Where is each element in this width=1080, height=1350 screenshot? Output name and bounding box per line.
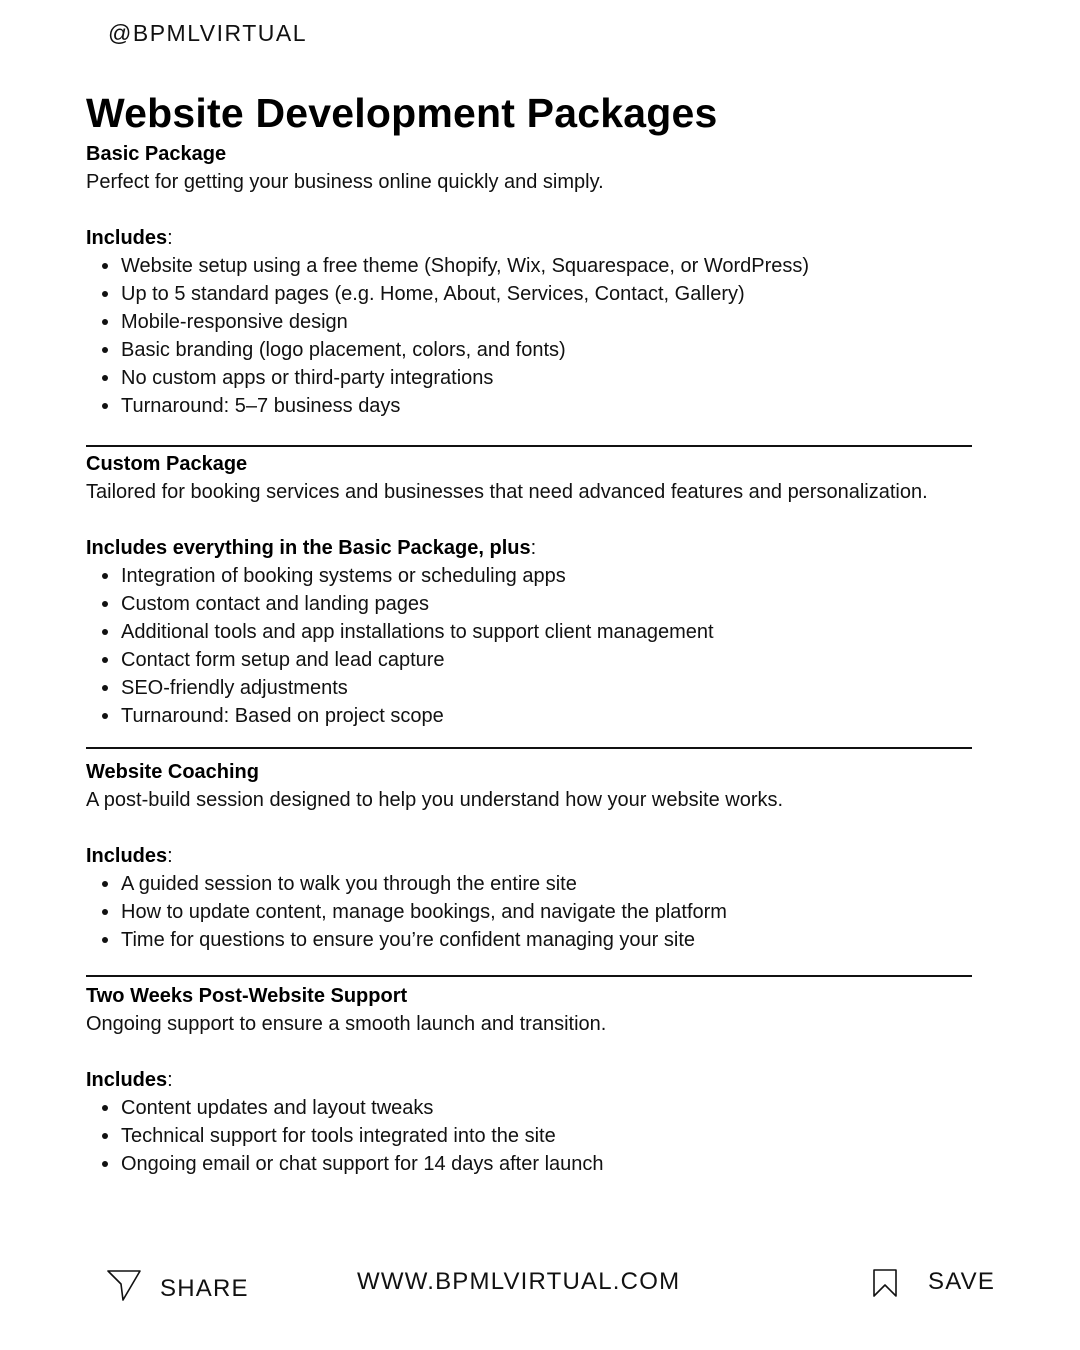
list-item: Time for questions to ensure you’re confident managing your site — [121, 926, 1026, 954]
list-item: Integration of booking systems or scheduling apps — [121, 562, 1026, 590]
includes-label-text: Includes — [86, 227, 168, 249]
includes-label-text: Includes — [86, 1069, 168, 1091]
includes-label: Includes: — [86, 845, 173, 867]
section-description: Tailored for booking services and businesses that need advanced features and personalization. — [86, 481, 928, 503]
package-section-custom — [86, 450, 1026, 730]
package-section-coaching — [86, 758, 1026, 954]
feature-list — [86, 562, 1026, 730]
section-divider — [86, 747, 972, 749]
feature-list — [86, 1094, 1026, 1178]
package-section-support — [86, 982, 1026, 1178]
includes-label-text: Includes everything in the Basic Package, plus — [86, 537, 531, 559]
list-item: SEO-friendly adjustments — [121, 674, 1026, 702]
includes-label-text: Includes — [86, 845, 168, 867]
list-item: Content updates and layout tweaks — [121, 1094, 1026, 1122]
section-title: Custom Package — [86, 453, 248, 475]
section-title: Basic Package — [86, 143, 227, 165]
includes-label: Includes: — [86, 1069, 173, 1091]
page-title: Website Development Packages — [86, 90, 718, 136]
section-title: Website Coaching — [86, 761, 259, 783]
list-item: Up to 5 standard pages (e.g. Home, About, Services, Contact, Gallery) — [121, 280, 1026, 308]
list-item: Website setup using a free theme (Shopify, Wix, Squarespace, or WordPress) — [121, 252, 1026, 280]
section-divider — [86, 445, 972, 447]
list-item: Turnaround: 5–7 business days — [121, 392, 1026, 420]
packages-content — [86, 140, 1026, 1178]
list-item: Ongoing email or chat support for 14 days after launch — [121, 1150, 1026, 1178]
list-item: Mobile-responsive design — [121, 308, 1026, 336]
list-item: Additional tools and app installations to support client management — [121, 618, 1026, 646]
share-button[interactable]: SHARE — [160, 1275, 249, 1302]
account-handle: @BPMLVIRTUAL — [108, 20, 307, 46]
list-item: No custom apps or third-party integrations — [121, 364, 1026, 392]
includes-label: Includes everything in the Basic Package, plus: — [86, 537, 537, 559]
list-item: Contact form setup and lead capture — [121, 646, 1026, 674]
paper-plane-icon[interactable] — [106, 1268, 142, 1302]
section-description: Perfect for getting your business online quickly and simply. — [86, 171, 604, 193]
save-button[interactable]: SAVE — [928, 1268, 996, 1295]
list-item: Turnaround: Based on project scope — [121, 702, 1026, 730]
feature-list — [86, 252, 1026, 420]
section-description: Ongoing support to ensure a smooth launch and transition. — [86, 1013, 607, 1035]
list-item: Custom contact and landing pages — [121, 590, 1026, 618]
feature-list — [86, 870, 1026, 954]
website-link[interactable]: WWW.BPMLVIRTUAL.COM — [357, 1268, 681, 1295]
section-title: Two Weeks Post-Website Support — [86, 985, 408, 1007]
list-item: How to update content, manage bookings, and navigate the platform — [121, 898, 1026, 926]
list-item: Basic branding (logo placement, colors, and fonts) — [121, 336, 1026, 364]
includes-label: Includes: — [86, 227, 173, 249]
section-description: A post-build session designed to help you understand how your website works. — [86, 789, 784, 811]
list-item: Technical support for tools integrated into the site — [121, 1122, 1026, 1150]
package-section-basic — [86, 140, 1026, 420]
list-item: A guided session to walk you through the entire site — [121, 870, 1026, 898]
section-divider — [86, 975, 972, 977]
bookmark-icon[interactable] — [872, 1268, 898, 1298]
